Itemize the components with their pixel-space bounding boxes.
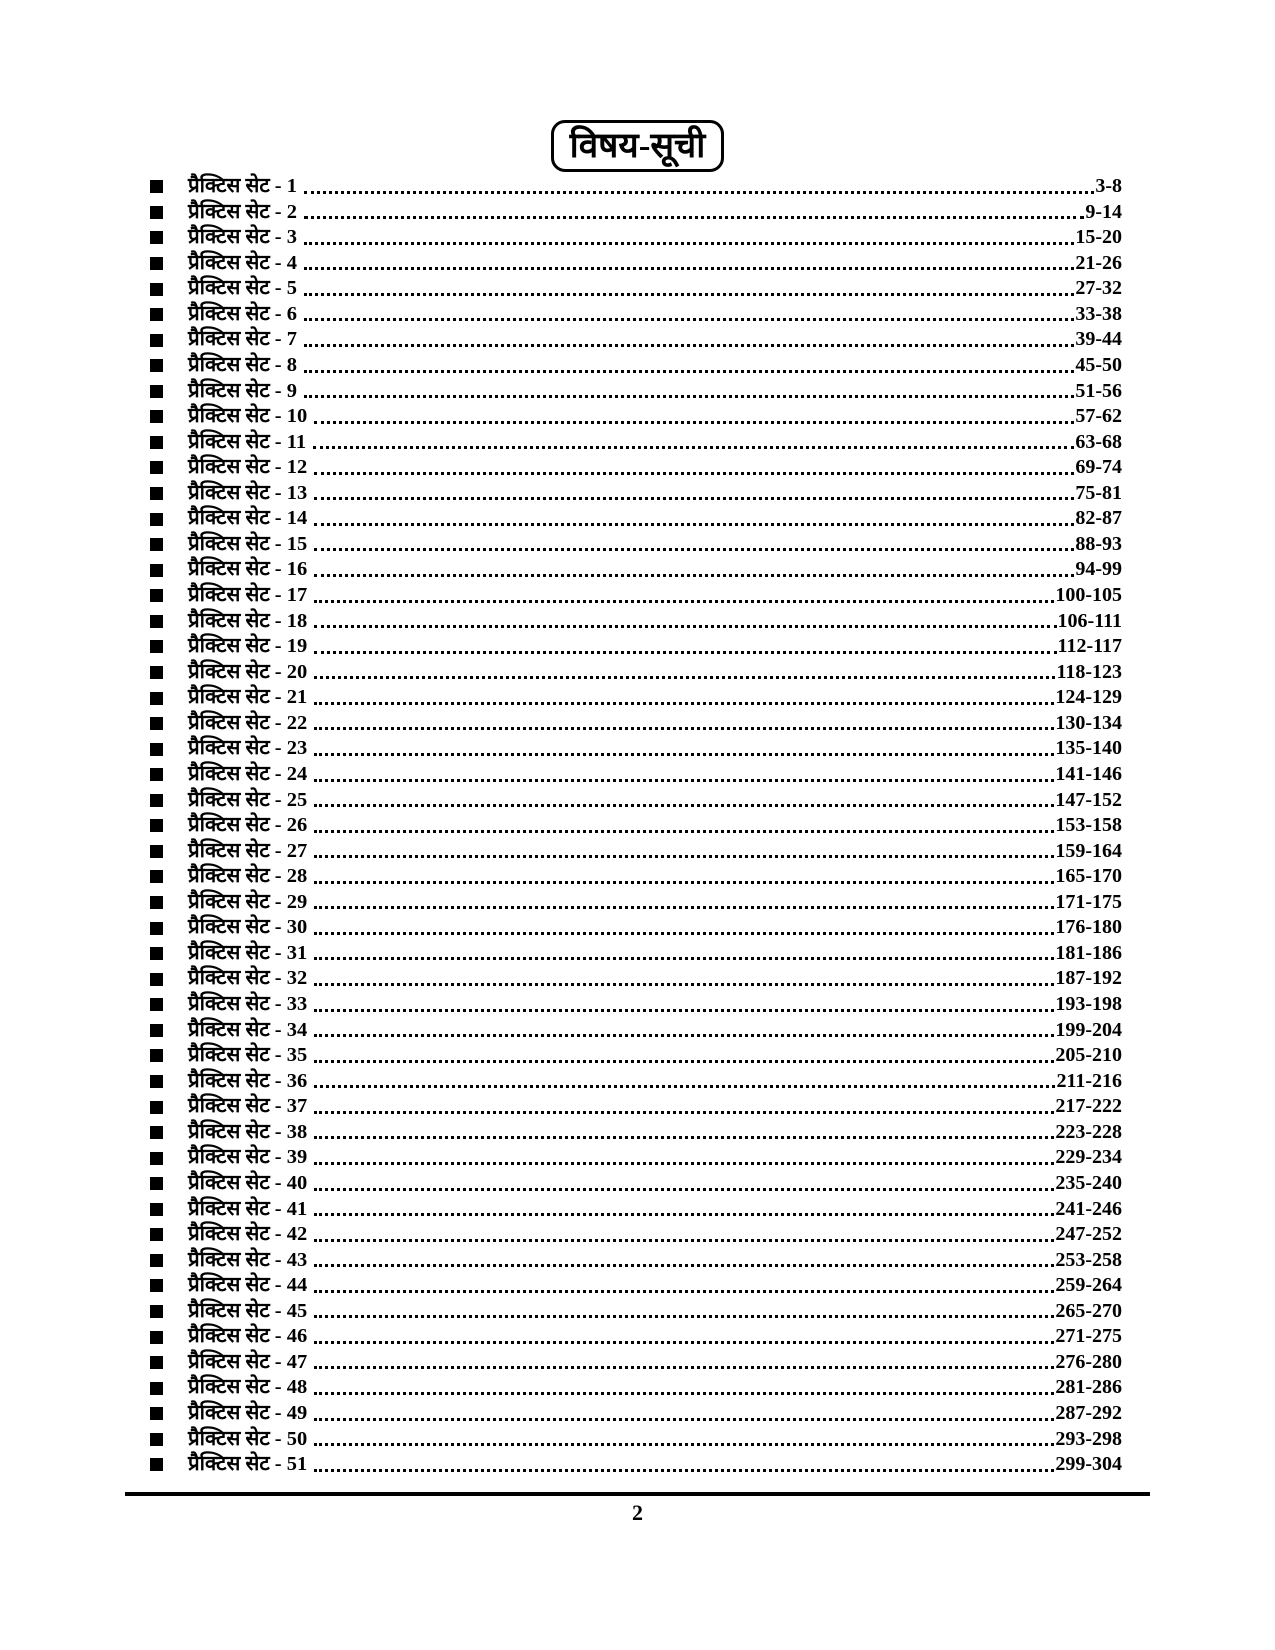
dot-leader: [314, 1034, 1054, 1037]
square-bullet-icon: [150, 231, 163, 244]
square-bullet-icon: [150, 283, 163, 296]
toc-list: [150, 174, 1122, 1478]
square-bullet-icon: [150, 947, 163, 960]
dot-leader: [314, 1392, 1054, 1395]
entry-page-range: 153-158: [1055, 814, 1122, 837]
toc-entry: [150, 1171, 1122, 1197]
dot-leader: [314, 1213, 1054, 1216]
entry-page-range: 235-240: [1055, 1171, 1122, 1194]
square-bullet-icon: [150, 1152, 163, 1165]
entry-page-range: 15-20: [1075, 226, 1122, 249]
dot-leader: [314, 906, 1054, 909]
entry-page-range: 259-264: [1055, 1274, 1122, 1297]
dot-leader: [314, 1366, 1054, 1369]
toc-entry: [150, 404, 1122, 430]
dot-leader: [314, 497, 1074, 500]
dot-leader: [314, 1060, 1054, 1063]
toc-entry: [150, 1043, 1122, 1069]
toc-entry: [150, 481, 1122, 507]
entry-page-range: 181-186: [1055, 941, 1122, 964]
entry-label: प्रैक्टिस सेट - 7: [188, 328, 297, 351]
toc-entry: [150, 711, 1122, 737]
entry-label: प्रैक्टिस सेट - 39: [188, 1146, 308, 1169]
entry-label: प्रैक्टिस सेट - 43: [188, 1248, 308, 1271]
dot-leader: [314, 1239, 1054, 1242]
dot-leader: [304, 370, 1074, 373]
entry-label: प्रैक्टिस सेट - 35: [188, 1044, 308, 1067]
square-bullet-icon: [150, 1024, 163, 1037]
entry-page-range: 223-228: [1055, 1120, 1122, 1143]
toc-entry: [150, 1222, 1122, 1248]
square-bullet-icon: [150, 308, 163, 321]
toc-entry: [150, 455, 1122, 481]
entry-label: प्रैक्टिस सेट - 20: [188, 660, 308, 683]
dot-leader: [314, 1290, 1054, 1293]
square-bullet-icon: [150, 334, 163, 347]
entry-label: प्रैक्टिस सेट - 45: [188, 1299, 308, 1322]
dot-leader: [304, 216, 1084, 219]
square-bullet-icon: [150, 1407, 163, 1420]
square-bullet-icon: [150, 845, 163, 858]
entry-label: प्रैक्टिस सेट - 11: [188, 430, 307, 453]
dot-leader: [314, 1162, 1054, 1165]
entry-page-range: 124-129: [1055, 686, 1122, 709]
square-bullet-icon: [150, 640, 163, 653]
square-bullet-icon: [150, 589, 163, 602]
entry-label: प्रैक्टिस सेट - 37: [188, 1095, 308, 1118]
entry-label: प्रैक्टिस सेट - 34: [188, 1018, 308, 1041]
dot-leader: [314, 1111, 1054, 1114]
square-bullet-icon: [150, 973, 163, 986]
entry-page-range: 241-246: [1055, 1197, 1122, 1220]
entry-page-range: 171-175: [1055, 890, 1122, 913]
entry-page-range: 211-216: [1056, 1069, 1122, 1092]
entry-label: प्रैक्टिस सेट - 33: [188, 993, 308, 1015]
toc-entry: [150, 327, 1122, 353]
entry-page-range: 299-304: [1055, 1453, 1122, 1476]
entry-page-range: 51-56: [1075, 379, 1122, 402]
square-bullet-icon: [150, 461, 163, 474]
square-bullet-icon: [150, 1049, 163, 1062]
toc-entry: [150, 788, 1122, 814]
toc-entry: [150, 225, 1122, 251]
square-bullet-icon: [150, 717, 163, 730]
entry-page-range: 94-99: [1075, 558, 1122, 581]
square-bullet-icon: [150, 436, 163, 449]
dot-leader: [314, 676, 1055, 679]
entry-label: प्रैक्टिस सेट - 50: [188, 1427, 308, 1450]
entry-page-range: 159-164: [1055, 839, 1122, 862]
entry-page-range: 199-204: [1055, 1018, 1122, 1041]
toc-entry: [150, 1069, 1122, 1095]
entry-label: प्रैक्टिस सेट - 14: [188, 507, 308, 530]
toc-entry: [150, 1350, 1122, 1376]
dot-leader: [304, 191, 1094, 194]
entry-page-range: 100-105: [1055, 584, 1122, 606]
dot-leader: [314, 1443, 1054, 1446]
entry-page-range: 247-252: [1055, 1223, 1122, 1246]
dot-leader: [304, 318, 1074, 321]
title-row: [0, 0, 1275, 172]
dot-leader: [314, 983, 1054, 986]
toc-entry: [150, 1427, 1122, 1453]
toc-entry: [150, 1375, 1122, 1401]
dot-leader: [314, 804, 1054, 807]
entry-label: प्रैक्टिस सेट - 26: [188, 814, 308, 837]
toc-entry: [150, 1273, 1122, 1299]
entry-label: प्रैक्टिस सेट - 17: [188, 584, 308, 606]
dot-leader: [314, 1136, 1054, 1139]
entry-label: प्रैक्टिस सेट - 8: [188, 353, 297, 376]
square-bullet-icon: [150, 538, 163, 551]
entry-label: प्रैक्टिस सेट - 10: [188, 405, 308, 428]
entry-label: प्रैक्टिस सेट - 2: [188, 200, 297, 223]
square-bullet-icon: [150, 1177, 163, 1190]
dot-leader: [314, 1188, 1054, 1191]
entry-page-range: 135-140: [1055, 737, 1122, 760]
toc-entry: [150, 685, 1122, 711]
entry-label: प्रैक्टिस सेट - 44: [188, 1274, 308, 1297]
entry-label: प्रैक्टिस सेट - 41: [188, 1197, 308, 1220]
entry-page-range: 27-32: [1075, 277, 1122, 300]
entry-page-range: 82-87: [1075, 507, 1122, 530]
entry-label: प्रैक्टिस सेट - 22: [188, 711, 308, 734]
entry-page-range: 57-62: [1075, 405, 1122, 428]
entry-page-range: 229-234: [1055, 1146, 1122, 1169]
dot-leader: [313, 446, 1074, 449]
toc-entry: [150, 1120, 1122, 1146]
entry-label: प्रैक्टिस सेट - 30: [188, 916, 308, 939]
entry-label: प्रैक्टिस सेट - 5: [188, 277, 297, 300]
square-bullet-icon: [150, 1279, 163, 1292]
dot-leader: [314, 702, 1054, 705]
entry-page-range: 205-210: [1055, 1044, 1122, 1067]
entry-label: प्रैक्टिस सेट - 47: [188, 1350, 308, 1373]
entry-page-range: 118-123: [1056, 660, 1122, 683]
entry-page-range: 3-8: [1095, 175, 1122, 197]
entry-label: प्रैक्टिस सेट - 16: [188, 558, 308, 581]
toc-entry: [150, 1197, 1122, 1223]
footer-page-number: 2: [632, 1500, 643, 1526]
entry-page-range: 63-68: [1075, 430, 1122, 453]
toc-entry: [150, 251, 1122, 277]
square-bullet-icon: [150, 1203, 163, 1216]
square-bullet-icon: [150, 615, 163, 628]
toc-entry: [150, 1018, 1122, 1044]
dot-leader: [314, 548, 1074, 551]
entry-label: प्रैक्टिस सेट - 4: [188, 251, 297, 274]
dot-leader: [314, 855, 1054, 858]
toc-entry: [150, 302, 1122, 328]
dot-leader: [314, 625, 1056, 628]
dot-leader: [314, 753, 1054, 756]
toc-entry: [150, 200, 1122, 226]
toc-entry: [150, 992, 1122, 1018]
entry-label: प्रैक्टिस सेट - 36: [188, 1069, 308, 1092]
entry-page-range: 293-298: [1055, 1427, 1122, 1450]
entry-label: प्रैक्टिस सेट - 31: [188, 941, 308, 964]
square-bullet-icon: [150, 1228, 163, 1241]
square-bullet-icon: [150, 487, 163, 500]
entry-label: प्रैक्टिस सेट - 6: [188, 302, 297, 325]
entry-page-range: 217-222: [1055, 1095, 1122, 1118]
entry-label: प्रैक्टिस सेट - 29: [188, 890, 308, 913]
entry-label: प्रैक्टिस सेट - 27: [188, 839, 308, 862]
dot-leader: [314, 1315, 1054, 1318]
dot-leader: [314, 600, 1054, 603]
dot-leader: [314, 1418, 1054, 1421]
square-bullet-icon: [150, 896, 163, 909]
entry-label: प्रैक्टिस सेट - 3: [188, 226, 297, 249]
entry-page-range: 88-93: [1075, 532, 1122, 555]
entry-label: प्रैक्टिस सेट - 40: [188, 1171, 308, 1194]
entry-page-range: 165-170: [1055, 865, 1122, 888]
page-title: विषय-सूची: [551, 120, 725, 172]
dot-leader: [304, 242, 1074, 245]
dot-leader: [314, 1341, 1054, 1344]
dot-leader: [314, 830, 1054, 833]
square-bullet-icon: [150, 692, 163, 705]
entry-label: प्रैक्टिस सेट - 38: [188, 1120, 308, 1143]
dot-leader: [314, 779, 1054, 782]
entry-label: प्रैक्टिस सेट - 13: [188, 481, 308, 504]
dot-leader: [314, 1085, 1055, 1088]
toc-entry: [150, 890, 1122, 916]
entry-label: प्रैक्टिस सेट - 19: [188, 635, 308, 658]
entry-label: प्रैक्टिस सेट - 46: [188, 1325, 308, 1348]
entry-page-range: 265-270: [1055, 1299, 1122, 1322]
dot-leader: [304, 293, 1074, 296]
toc-entry: [150, 736, 1122, 762]
toc-entry: [150, 353, 1122, 379]
square-bullet-icon: [150, 922, 163, 935]
entry-label: प्रैक्टिस सेट - 12: [188, 456, 308, 479]
entry-page-range: 253-258: [1055, 1248, 1122, 1271]
toc-entry: [150, 532, 1122, 558]
entry-page-range: 287-292: [1055, 1402, 1122, 1424]
square-bullet-icon: [150, 666, 163, 679]
toc-entry: [150, 941, 1122, 967]
entry-label: प्रैक्टिस सेट - 15: [188, 532, 308, 555]
dot-leader: [314, 932, 1054, 935]
square-bullet-icon: [150, 768, 163, 781]
dot-leader: [314, 881, 1054, 884]
toc-entry: [150, 1094, 1122, 1120]
entry-page-range: 271-275: [1055, 1325, 1122, 1348]
toc-entry: [150, 1248, 1122, 1274]
dot-leader: [314, 523, 1074, 526]
toc-entry: [150, 839, 1122, 865]
toc-entry: [150, 660, 1122, 686]
entry-label: प्रैक्टिस सेट - 24: [188, 762, 308, 785]
entry-page-range: 106-111: [1057, 609, 1122, 632]
square-bullet-icon: [150, 1101, 163, 1114]
entry-label: प्रैक्टिस सेट - 42: [188, 1223, 308, 1246]
dot-leader: [314, 1264, 1054, 1267]
dot-leader: [304, 267, 1074, 270]
dot-leader: [314, 472, 1074, 475]
toc-entry: [150, 762, 1122, 788]
entry-page-range: 39-44: [1075, 328, 1122, 351]
dot-leader: [314, 651, 1056, 654]
entry-label: प्रैक्टिस सेट - 25: [188, 788, 308, 811]
entry-page-range: 75-81: [1075, 481, 1122, 504]
entry-page-range: 45-50: [1075, 353, 1122, 376]
toc-entry: [150, 1299, 1122, 1325]
toc-entry: [150, 1324, 1122, 1350]
square-bullet-icon: [150, 180, 163, 193]
square-bullet-icon: [150, 359, 163, 372]
dot-leader: [314, 727, 1054, 730]
entry-label: प्रैक्टिस सेट - 9: [188, 379, 297, 402]
square-bullet-icon: [150, 257, 163, 270]
square-bullet-icon: [150, 1382, 163, 1395]
entry-label: प्रैक्टिस सेट - 18: [188, 609, 308, 632]
dot-leader: [314, 574, 1074, 577]
entry-page-range: 112-117: [1057, 635, 1122, 658]
entry-label: प्रैक्टिस सेट - 32: [188, 967, 308, 990]
entry-page-range: 276-280: [1055, 1350, 1122, 1373]
entry-page-range: 9-14: [1085, 200, 1122, 223]
entry-page-range: 33-38: [1075, 302, 1122, 325]
entry-page-range: 193-198: [1055, 993, 1122, 1015]
entry-label: प्रैक्टिस सेट - 21: [188, 686, 308, 709]
toc-entry: [150, 506, 1122, 532]
dot-leader: [314, 421, 1074, 424]
toc-entry: [150, 966, 1122, 992]
square-bullet-icon: [150, 206, 163, 219]
square-bullet-icon: [150, 410, 163, 423]
square-bullet-icon: [150, 998, 163, 1011]
square-bullet-icon: [150, 1075, 163, 1088]
toc-entry: [150, 557, 1122, 583]
entry-label: प्रैक्टिस सेट - 28: [188, 865, 308, 888]
toc-entry: [150, 379, 1122, 405]
toc-entry: [150, 1452, 1122, 1478]
entry-page-range: 141-146: [1055, 762, 1122, 785]
square-bullet-icon: [150, 1356, 163, 1369]
toc-entry: [150, 430, 1122, 456]
dot-leader: [314, 957, 1054, 960]
entry-page-range: 69-74: [1075, 456, 1122, 479]
dot-leader: [304, 395, 1074, 398]
entry-label: प्रैक्टिस सेट - 1: [188, 175, 297, 197]
toc-entry: [150, 276, 1122, 302]
square-bullet-icon: [150, 1458, 163, 1471]
entry-page-range: 130-134: [1055, 711, 1122, 734]
square-bullet-icon: [150, 564, 163, 577]
square-bullet-icon: [150, 870, 163, 883]
square-bullet-icon: [150, 1433, 163, 1446]
toc-entry: [150, 864, 1122, 890]
toc-entry: [150, 174, 1122, 200]
entry-label: प्रैक्टिस सेट - 51: [188, 1453, 308, 1476]
square-bullet-icon: [150, 1305, 163, 1318]
square-bullet-icon: [150, 819, 163, 832]
toc-entry: [150, 813, 1122, 839]
entry-page-range: 176-180: [1055, 916, 1122, 939]
entry-page-range: 187-192: [1055, 967, 1122, 990]
square-bullet-icon: [150, 1254, 163, 1267]
entry-page-range: 21-26: [1075, 251, 1122, 274]
toc-entry: [150, 1401, 1122, 1427]
square-bullet-icon: [150, 385, 163, 398]
toc-entry: [150, 634, 1122, 660]
footer-rule: [125, 1492, 1150, 1497]
entry-label: प्रैक्टिस सेट - 48: [188, 1376, 308, 1399]
dot-leader: [304, 344, 1074, 347]
toc-entry: [150, 609, 1122, 635]
entry-page-range: 147-152: [1055, 788, 1122, 811]
square-bullet-icon: [150, 1126, 163, 1139]
entry-page-range: 281-286: [1055, 1376, 1122, 1399]
toc-entry: [150, 915, 1122, 941]
dot-leader: [314, 1469, 1054, 1472]
entry-label: प्रैक्टिस सेट - 49: [188, 1402, 308, 1424]
toc-entry: [150, 1145, 1122, 1171]
dot-leader: [314, 1009, 1054, 1012]
square-bullet-icon: [150, 794, 163, 807]
square-bullet-icon: [150, 1331, 163, 1344]
square-bullet-icon: [150, 513, 163, 526]
entry-label: प्रैक्टिस सेट - 23: [188, 737, 308, 760]
toc-entry: [150, 583, 1122, 609]
square-bullet-icon: [150, 743, 163, 756]
